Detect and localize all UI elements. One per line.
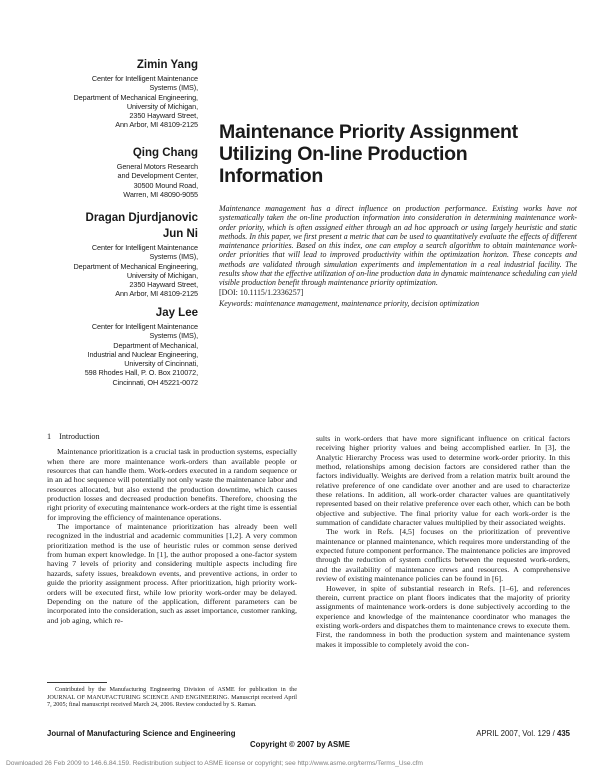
section-title: Introduction bbox=[59, 432, 100, 441]
author-affiliation: Center for Intelligent Maintenance Systems (IMS), Department of Mechanical Engineering, University of Michigan, 2350 Hayward Street, Ann Arbor, MI 48109-2125 bbox=[73, 243, 198, 299]
keywords: Keywords: maintenance management, maintenance priority, decision optimization bbox=[219, 299, 480, 308]
page-number: 435 bbox=[556, 729, 570, 738]
footnote-divider bbox=[47, 682, 107, 683]
body-column-right bbox=[316, 434, 570, 649]
title-line: Utilizing On-line Production bbox=[219, 143, 468, 165]
author-affiliation: General Motors Research and Development Center, 30500 Mound Road, Warren, MI 48090-9055 bbox=[116, 162, 198, 199]
abstract-text: Maintenance management has a direct influence on production performance. Existing works have not systematically taken the on-line production information into consideration in determining maintenance work-order priority, which is often assigned either through an ad hoc approach or using largely heuristic and static methods. In this paper, we first present a metric that can be used to quantitatively evaluate the effects of different maintenance priorities. Based on this index, one can employ a search algorithm to obtain maintenance work-order priorities that will lead to improved productivity within the optimization horizon. These concepts and methods are validated through simulation experiments and implementation in a real industrial facility. The results show that the effective utilization of on-line production data in dynamic maintenance scheduling can yield visible production benefit through maintenance priority optimization. bbox=[219, 204, 577, 288]
body-paragraph: However, in spite of substantial research in Refs. [1–6], and references therein, current practice on plant floors indicates that the majority of priority assignments of maintenance work-orders is done subjectively according to the experience and knowledge of the maintenance coordinator who manages the existing work-orders and dispatches them to maintenance crews to execute them. First, the randomness in both the production system and maintenance system makes it impossible to completely avoid the con- bbox=[316, 583, 570, 649]
author-block-1 bbox=[74, 58, 198, 130]
author-name: Dragan Djurdjanovic bbox=[85, 212, 198, 224]
author-affiliation: Center for Intelligent Maintenance Systems (IMS), Department of Mechanical Engineering, University of Michigan, 2350 Hayward Street, Ann Arbor, MI 48109-2125 bbox=[73, 74, 198, 130]
section-heading bbox=[47, 432, 297, 441]
author-block-4 bbox=[85, 306, 198, 387]
author-block-3 bbox=[74, 211, 198, 299]
author-block-2 bbox=[117, 146, 198, 199]
title-line: Maintenance Priority Assignment bbox=[219, 121, 518, 143]
body-paragraph: sults in work-orders that have more significant influence on critical factors receiving higher priority values and being accomplished earlier. In [3], the Analytic Hierarchy Process was used to determine work-order priority. In this method, relationships among decision factors are considered rather than the factors individually. Weights are derived from a relation matrix built around the relative preference of one candidate over another and are used to characterize these relations. In addition, all work-order character values are quantitatively represented based on their relative preference over each other, which can be both objective and subjective. The final priority value for each work-order is the summation of candidate character values multiplied by their associated weights. bbox=[316, 434, 570, 528]
issue-text: APRIL 2007, Vol. 129 / bbox=[476, 729, 555, 738]
author-affiliation: Center for Intelligent Maintenance Systems (IMS), Department of Mechanical, Industrial and Nuclear Engineering, University of Cincinnati, 598 Rhodes Hall, P. O. Box 210072, Cincinnati, OH 45221-0072 bbox=[84, 322, 198, 387]
author-name: Qing Chang bbox=[132, 147, 198, 159]
section-number: 1 bbox=[47, 432, 52, 441]
body-column-left bbox=[47, 432, 297, 625]
copyright: Copyright © 2007 by ASME bbox=[250, 740, 350, 749]
journal-name: Journal of Manufacturing Science and Engineering bbox=[47, 729, 236, 738]
abstract bbox=[219, 204, 577, 297]
body-paragraph: Maintenance prioritization is a crucial task in production systems, especially when there are more maintenance work-orders than available people or resources that can handle them. Work-orders executed in a random sequence or in an ad hoc sequence will potentially not only waste the maintenance labor and resources allocated, but also extend the production downtime, which causes production losses and decreased production benefits. Therefore, choosing the right priority of executing maintenance work-orders at the right time is essential for improving the efficiency of maintenance operations. bbox=[47, 447, 297, 522]
download-notice: Downloaded 26 Feb 2009 to 146.6.84.159. Redistribution subject to ASME license or copyright; see http://www.asme.org/terms/Terms_Use.cfm bbox=[6, 760, 423, 767]
issue-info bbox=[476, 729, 570, 738]
author-name: Zimin Yang bbox=[136, 59, 198, 71]
title-line: Information bbox=[219, 165, 323, 187]
doi-link[interactable]: [DOI: 10.1115/1.2336257] bbox=[219, 287, 304, 297]
paper-title bbox=[219, 121, 579, 187]
author-name: Jun Ni bbox=[162, 228, 198, 240]
body-paragraph: The work in Refs. [4,5] focuses on the prioritization of preventive maintenance or planned maintenance, which requires more understanding of the expected future component performance. The maintenance policies are improved through the reduction of system conflicts between the requested work-orders, and the availability of maintenance crews and resources. A comprehensive review of existing maintenance policies can be found in [6]. bbox=[316, 527, 570, 584]
body-paragraph: The importance of maintenance prioritization has already been well recognized in the industrial and academic communities [1,2]. A very common prioritization method is the use of heuristic rules or common sense derived from human expert knowledge. In [1], the author proposed a one-factor system having 7 levels of priority and considering multiple aspects including fire hazards, safety issues, breakdown events, and preventive actions, in order to guide the priority assignment process. After prioritization, high priority work-orders will be executed first, while low priority work-order may be delayed. Depending on the nature of the application, different parameters can be incorporated into the consideration, such as asset importance, customer ranking, and job aging, which re- bbox=[47, 522, 297, 625]
author-name: Jay Lee bbox=[155, 307, 198, 319]
footnote: Contributed by the Manufacturing Engineering Division of ASME for publication in the JOURNAL OF MANUFACTURING SCIENCE AND ENGINEERING. Manuscript received April 7, 2005; final manuscript received March 24, 2006. Review conducted by S. Raman. bbox=[47, 686, 297, 709]
